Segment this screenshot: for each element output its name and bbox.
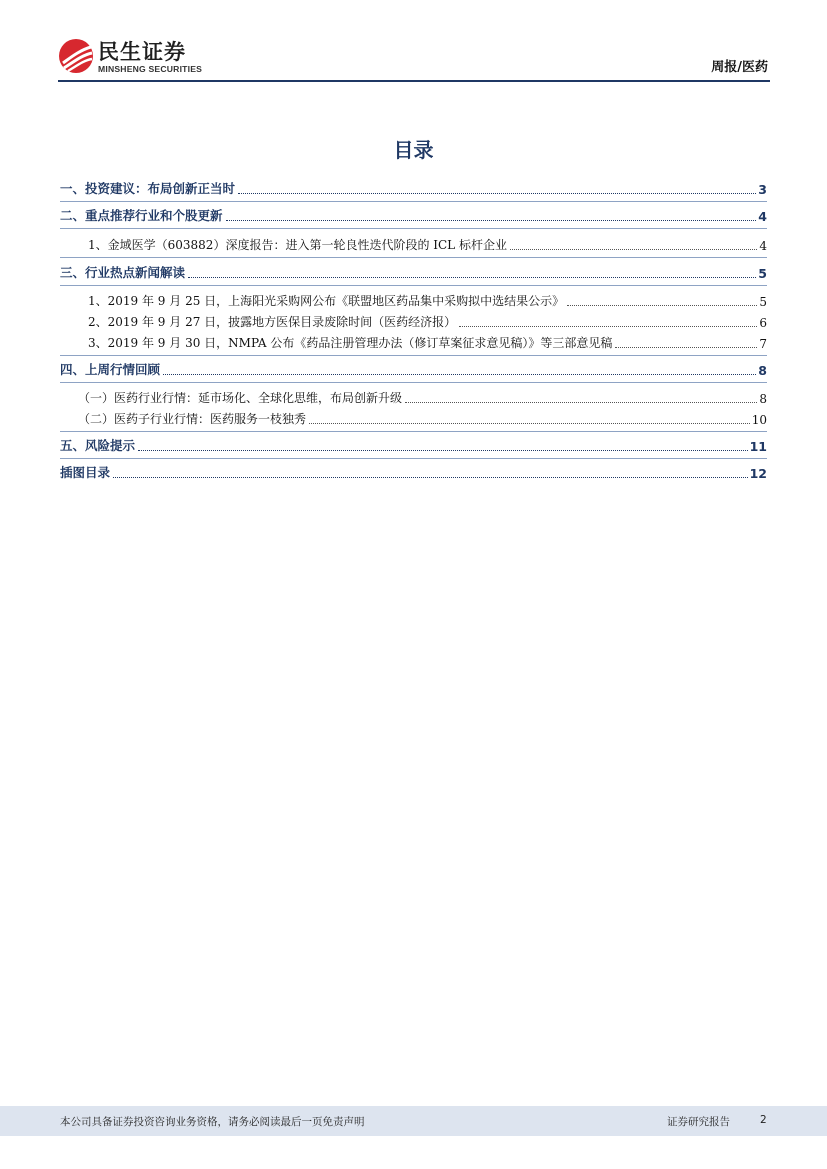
toc-entry-text: 四、上周行情回顾 (60, 362, 161, 377)
toc-entry-text: （二）医药子行业行情：医药服务一枝独秀 (78, 412, 307, 426)
page-header (58, 36, 770, 82)
toc-entry-text: 二、重点推荐行业和个股更新 (60, 208, 223, 223)
header-divider (58, 80, 770, 82)
dot-leader (138, 449, 748, 451)
logo-english-name: MINSHENG SECURITIES (98, 64, 203, 74)
dot-leader (226, 219, 757, 221)
toc-entry[interactable] (60, 388, 767, 406)
toc-entry-text: 1、金域医学（603882）深度报告：进入第一轮良性迭代阶段的 ICL 标杆企业 (88, 238, 507, 252)
toc-entry[interactable] (60, 235, 767, 253)
dot-leader (238, 192, 756, 194)
dot-leader (309, 422, 750, 424)
toc-entry-page: 4 (758, 209, 767, 224)
minsheng-logo-icon (58, 38, 94, 74)
toc-title: 目录 (393, 138, 434, 162)
toc-entry-text: 五、风险提示 (60, 438, 136, 453)
toc-separator (60, 458, 767, 459)
toc-entry-text: （一）医药行业行情：延市场化、全球化思维，布局创新升级 (78, 391, 403, 405)
toc-entry-page: 7 (759, 337, 767, 351)
toc-entry-text: 插图目录 (60, 465, 111, 480)
toc-separator (60, 201, 767, 202)
toc-entry-page: 3 (758, 182, 767, 197)
toc-entry-text: 2、2019 年 9 月 27 日，披露地方医保目录废除时间（医药经济报） (88, 315, 457, 329)
page-number: 2 (760, 1114, 767, 1126)
toc-entry-page: 5 (758, 266, 767, 281)
toc-entry-text: 1、2019 年 9 月 25 日，上海阳光采购网公布《联盟地区药品集中采购拟中选结果公示》 (88, 294, 565, 308)
dot-leader (163, 373, 756, 375)
toc-separator (60, 228, 767, 229)
toc-entry[interactable] (60, 179, 767, 197)
dot-leader (459, 325, 757, 327)
dot-leader (188, 276, 756, 278)
toc-entry[interactable] (60, 463, 767, 481)
toc-entry[interactable] (60, 263, 767, 281)
toc-entry[interactable] (60, 333, 767, 351)
toc-entry[interactable] (60, 360, 767, 378)
footer-doc-type: 证券研究报告 (667, 1116, 730, 1128)
toc-entry[interactable] (60, 291, 767, 309)
toc-separator (60, 257, 767, 258)
toc-entry-page: 5 (759, 295, 767, 309)
toc-entry-page: 12 (749, 466, 767, 481)
toc-entry-page: 4 (759, 239, 767, 253)
toc-entry[interactable] (60, 409, 767, 427)
toc-entry[interactable] (60, 312, 767, 330)
toc-entry-page: 8 (759, 392, 767, 406)
logo-chinese-name: 民生证券 (98, 40, 186, 64)
toc-entry-text: 一、投资建议：布局创新正当时 (60, 181, 236, 196)
toc-entry-page: 6 (759, 316, 767, 330)
dot-leader (510, 248, 757, 250)
toc-entry-text: 三、行业热点新闻解读 (60, 265, 186, 280)
dot-leader (405, 401, 757, 403)
toc-entry[interactable] (60, 436, 767, 454)
toc-separator (60, 285, 767, 286)
dot-leader (567, 304, 757, 306)
dot-leader (113, 476, 748, 478)
toc-separator (60, 431, 767, 432)
toc-entry-text: 3、2019 年 9 月 30 日，NMPA 公布《药品注册管理办法（修订草案征求意见稿）》等三部意见稿 (88, 336, 613, 350)
dot-leader (615, 346, 757, 348)
toc-separator (60, 355, 767, 356)
company-logo (58, 38, 218, 78)
toc-separator (60, 382, 767, 383)
toc-entry[interactable] (60, 206, 767, 224)
footer-disclaimer: 本公司具备证券投资咨询业务资格，请务必阅读最后一页免责声明 (60, 1116, 365, 1128)
toc-entry-page: 10 (751, 413, 767, 427)
toc-entry-page: 11 (749, 439, 767, 454)
toc-entry-page: 8 (758, 363, 767, 378)
report-type-label: 周报/医药 (711, 60, 768, 75)
